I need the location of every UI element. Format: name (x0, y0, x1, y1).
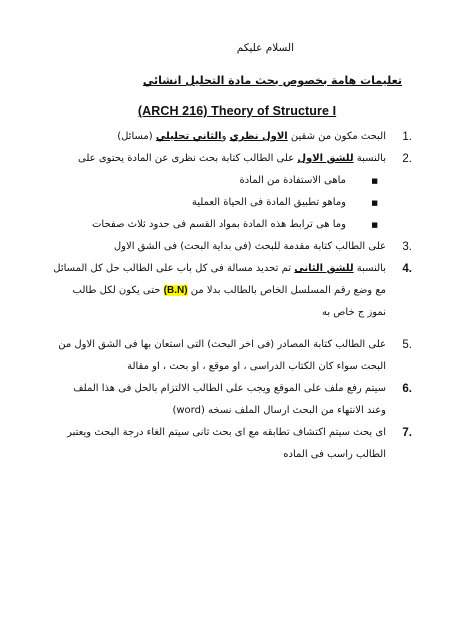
item-number: 4. (402, 263, 412, 275)
bullet-square-icon: ■ (371, 221, 378, 229)
item-number: 2. (402, 153, 412, 165)
item-text: بالنسبة (353, 153, 386, 164)
bullet-item (52, 170, 386, 192)
item-text: على الطالب كتابة مقدمة للبحث (فى بداية البحث) فى الشق الاول (113, 241, 386, 252)
sub-bullet-list (52, 170, 386, 236)
item-text: على الطالب كتابة بحث نظرى عن المادة يحتوى على (78, 153, 298, 164)
spacer (52, 324, 412, 334)
bullet-text: ماهى الاستفادة من المادة (239, 175, 346, 186)
item-text: البحث مكون من شقين (287, 131, 386, 142)
item-number: 5. (402, 339, 412, 351)
list-item-4 (52, 258, 412, 324)
item-text: سيتم رفع ملف على الموقع ويجب على الطالب الالتزام بالحل فى هذا الملف وعند الانتهاء من البحث ارسال الملف نسخه (word) (73, 383, 386, 416)
item-number: 1. (402, 131, 412, 143)
list-item-6 (52, 378, 412, 422)
list-item-7 (52, 422, 412, 466)
instructions-list (52, 126, 412, 466)
bullet-item (52, 192, 386, 214)
item-underlined-text: الثاني تحليلي (155, 131, 222, 142)
item-number: 7. (402, 427, 412, 439)
item-text: بالنسبة (353, 263, 386, 274)
item-text: حتى يكون لكل طالب نموز ج خاص به (72, 285, 386, 318)
item-text: تم تحديد مسالة فى كل باب على الطالب حل كل المسائل مع وضع رقم المسلسل الخاص بالطالب بدلا من (53, 263, 386, 296)
item-text: على الطالب كتابة المصادر (فى اخر البحث) التى استعان بها فى الشق الاول من البحث سواء كان الكتاب الدراسى ، او موقع ، او بحث ، او مقالة (58, 339, 386, 372)
item-text: اى بحث سيتم اكتشاف تطابقه مع اى بحث ثانى سيتم الغاء درجة البحث ويعتبر الطالب راسب فى الماده (67, 427, 386, 460)
list-item-5 (52, 334, 412, 378)
item-text: (مسائل) (117, 131, 156, 142)
instructions-heading: تعليمات هامة بخصوص بحث مادة التحليل انشائي (142, 74, 402, 87)
bullet-square-icon: ■ (371, 199, 378, 207)
list-item-1 (52, 126, 412, 148)
item-underlined-text: للشق الاول (297, 153, 354, 164)
bullet-text: وما هى ترابط هذه المادة بمواد القسم فى حدود ثلاث صفحات (92, 219, 346, 230)
item-underlined-text: الاول نظري (229, 131, 288, 142)
list-item-2 (52, 148, 412, 236)
greeting: السلام عليكم (236, 42, 294, 54)
bullet-square-icon: ■ (371, 177, 378, 185)
list-item-3 (52, 236, 412, 258)
bullet-text: وماهو تطبيق المادة فى الحياة العملية (191, 197, 346, 208)
item-number: 6. (402, 383, 412, 395)
course-title: (ARCH 216) Theory of Structure I (137, 104, 337, 118)
item-number: 3. (402, 241, 412, 253)
bullet-item (52, 214, 386, 236)
item-text: و (221, 131, 230, 142)
item-underlined-text: للشق الثانى (294, 263, 354, 274)
highlighted-code: (B.N) (163, 285, 188, 296)
